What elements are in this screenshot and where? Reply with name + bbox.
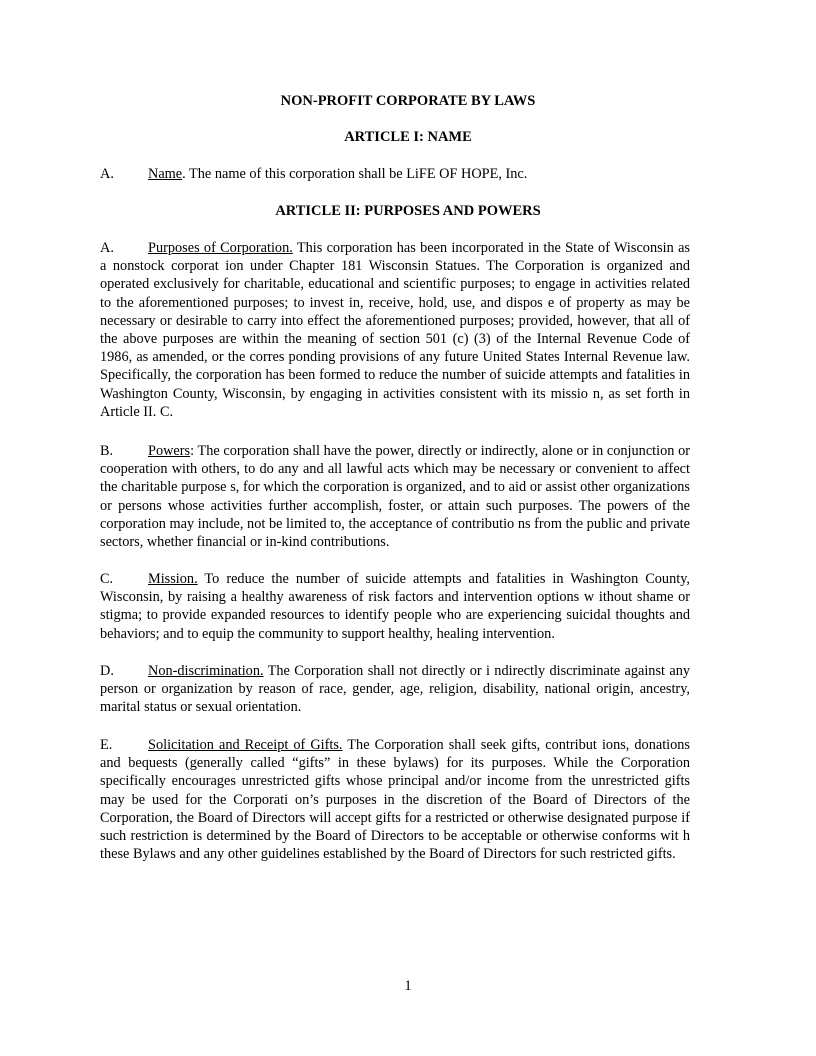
section-text: The Corporation shall not directly or i ndirectly discriminate against any person or organization by reason of race, gender, age, religion, disability, national origin, ancestry, marital status or sexual orientation. <box>100 663 690 716</box>
section-marker: D. <box>100 663 114 679</box>
section-marker: A. <box>100 166 114 182</box>
section-term: Name <box>148 166 183 182</box>
article-2-heading: ARTICLE II: PURPOSES AND POWERS <box>275 203 541 219</box>
section-term: Purposes of Corporation. <box>148 240 293 256</box>
section-marker: E. <box>100 737 113 753</box>
article-2-section-b <box>100 442 690 551</box>
section-marker: C. <box>100 571 114 587</box>
section-text: The Corporation shall seek gifts, contribut ions, donations and bequests (generally called “gifts” in these bylaws) for its purposes. While the Corporation specifically encourages unrestricted gifts whose principal and/or income from the unrestricted gifts may be used for the Corporati on’s purposes in the discretion of the Board of Directors of the Corporation, the Board of Directors will accept gifts for a restricted or otherwise designated purpose if such restriction is determined by the Board of Directors to be acceptable or otherwise conforms wit h these Bylaws and any other guidelines established by the Board of Directors for such restricted gifts. <box>100 737 690 863</box>
article-1-heading: ARTICLE I: NAME <box>344 129 472 145</box>
article-2-section-a <box>100 239 690 421</box>
document-title: NON-PROFIT CORPORATE BY LAWS <box>280 93 536 109</box>
article-2-section-c <box>100 570 690 643</box>
section-term: Non-discrimination. <box>148 663 264 679</box>
section-term: Powers <box>148 443 191 459</box>
section-text: : The corporation shall have the power, directly or indirectly, alone or in conjunction or cooperation with others, to do any and all lawful acts which may be necessary or convenient to affect the charitable purpose s, for which the corporation is organized, and to aid or assist other organizations or persons whose activities further accomplish, foster, or attain such purposes. The powers of the corporation may include, not be limited to, the acceptance of contributio ns from the public and private sectors, whether financial or in-kind contributions. <box>100 443 690 551</box>
section-term: Mission. <box>148 571 198 587</box>
section-text: To reduce the number of suicide attempts and fatalities in Washington County, Wisconsin, by raising a healthy awareness of risk factors and intervention options w ithout shame or stigma; to provide expanded resources to identify people who are experiencing suicidal thoughts and behaviors; and to equip the community to support healthy, healing intervention. <box>100 571 690 642</box>
article-1-section-a <box>100 165 690 183</box>
section-term: Solicitation and Receipt of Gifts. <box>148 737 343 753</box>
section-text: This corporation has been incorporated in the State of Wisconsin as a nonstock corporat ion under Chapter 181 Wisconsin Statues. The Corporation is organized and operated exclusively for charitable, educational and scientific purposes; to engage in activities related to the aforementioned purposes; to invest in, receive, hold, use, and dispos e of property as may be necessary or desirable to carry into effect the aforementioned purposes; provided, however, that all of the above purposes are within the meaning of section 501 (c) (3) of the Internal Revenue Code of 1986, as amended, or the corres ponding provisions of any future United States Internal Revenue law. Specifically, the corporation has been formed to reduce the number of suicide attempts and fatalities in Washington County, Wisconsin, by engaging in activities consistent with its missio n, as set forth in Article II. C. <box>100 240 690 420</box>
section-text: . The name of this corporation shall be LiFE OF HOPE, Inc. <box>182 166 528 182</box>
page-number: 1 <box>404 978 412 994</box>
article-2-section-d <box>100 662 690 717</box>
section-marker: B. <box>100 443 114 459</box>
section-marker: A. <box>100 240 114 256</box>
article-2-section-e <box>100 736 690 863</box>
